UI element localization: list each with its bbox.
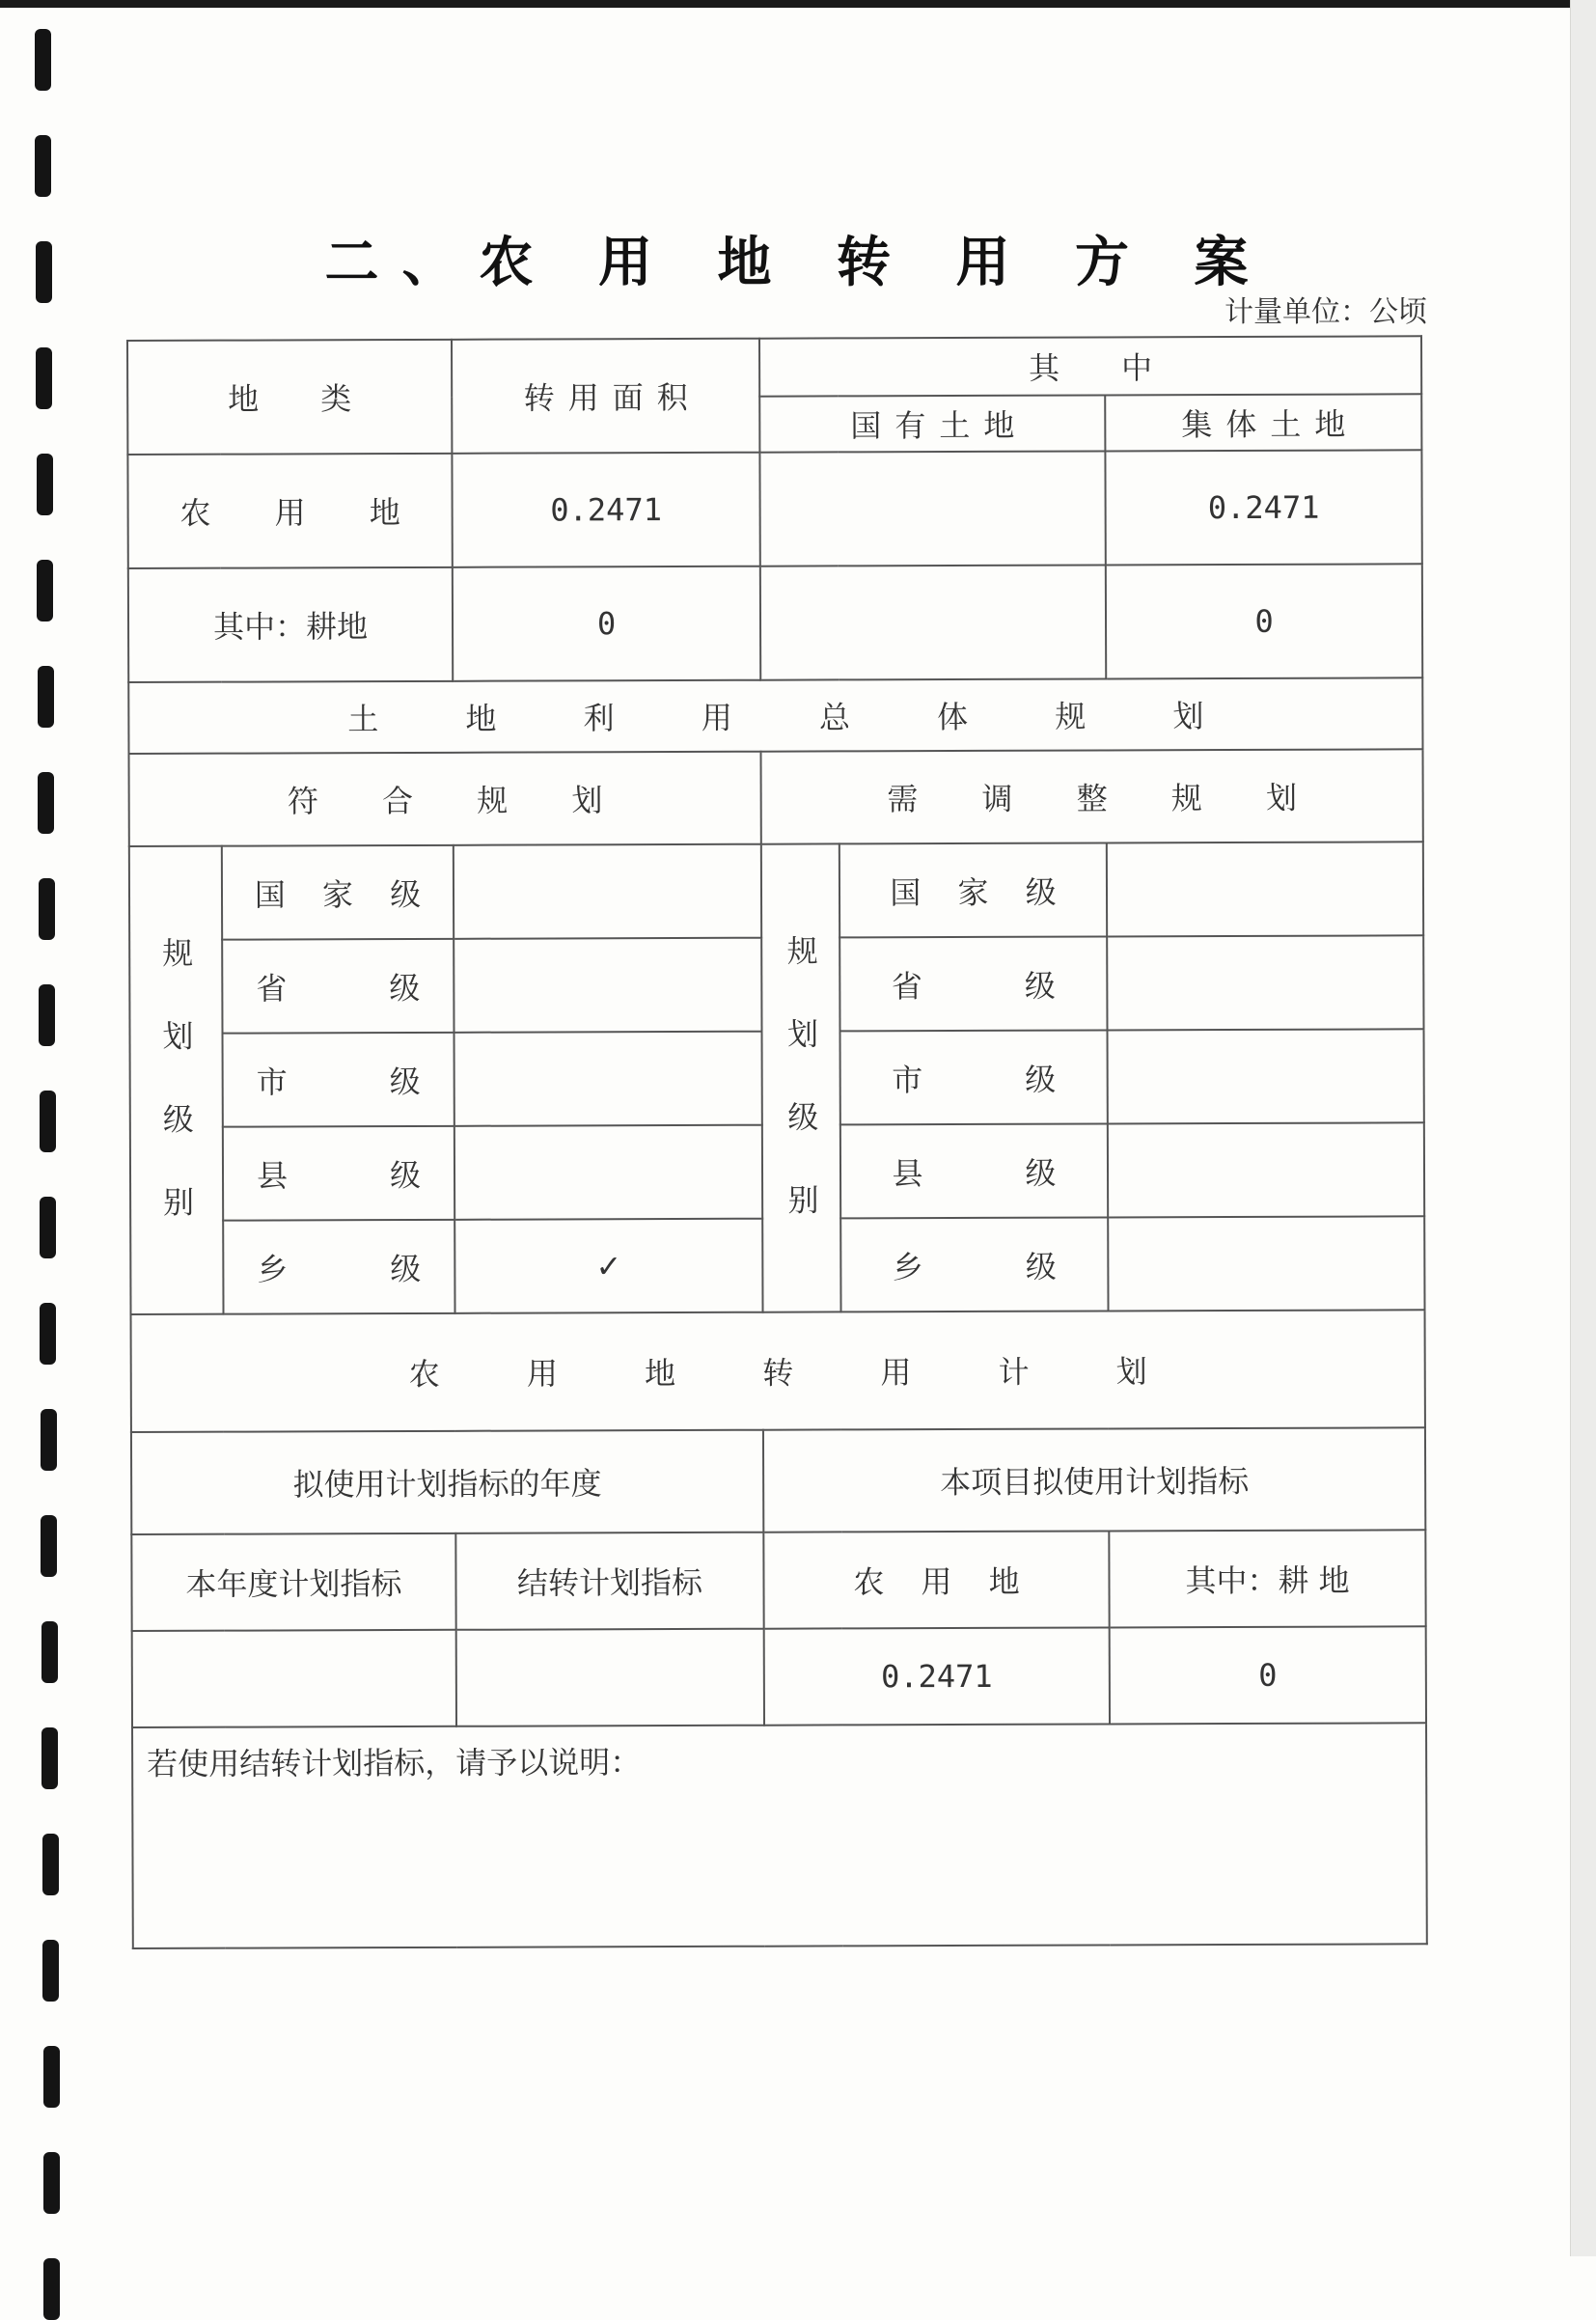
adjust-level-label: 市 级 xyxy=(840,1030,1108,1124)
conversion-form-table xyxy=(126,335,1428,1949)
scan-top-edge xyxy=(0,0,1596,8)
binding-hole xyxy=(41,1515,57,1577)
binding-hole xyxy=(43,2258,60,2320)
adjust-level-category-text: 规划级别 xyxy=(782,933,820,1267)
adjust-level-label: 国 家 级 xyxy=(839,842,1107,937)
binding-hole xyxy=(38,666,54,728)
scan-right-edge xyxy=(1570,0,1596,2256)
binding-hole xyxy=(35,135,51,197)
binding-hole xyxy=(38,772,54,834)
binding-hole xyxy=(39,878,55,940)
header-collective-land: 集体土地 xyxy=(1105,394,1421,451)
conform-level-value xyxy=(454,938,761,1033)
row-agri-state xyxy=(759,451,1105,566)
row-agri-label: 农 用 地 xyxy=(127,454,452,568)
conform-level-label: 县 级 xyxy=(223,1126,454,1221)
planning-header: 土 地 利 用 总 体 规 划 xyxy=(128,677,1422,754)
row-arable-area: 0 xyxy=(453,566,760,681)
agri-land-quota-value: 0.2471 xyxy=(764,1627,1110,1725)
carry-over-quota-value xyxy=(456,1629,764,1726)
row-arable-label: 其中：耕地 xyxy=(128,567,453,682)
binding-hole xyxy=(40,1091,56,1152)
binding-hole xyxy=(41,1409,57,1471)
binding-hole xyxy=(40,1303,56,1365)
conform-level-category-text: 规划级别 xyxy=(157,936,196,1269)
conform-level-label: 国 家 级 xyxy=(222,845,454,940)
binding-hole xyxy=(35,29,51,91)
adjust-level-label: 县 级 xyxy=(840,1123,1108,1218)
quota-year-header: 拟使用计划指标的年度 xyxy=(131,1430,763,1534)
adjust-level-value xyxy=(1107,935,1423,1030)
header-state-land: 国有土地 xyxy=(759,395,1105,452)
header-of-which: 其 中 xyxy=(759,336,1421,396)
conform-check-mark: ✓ xyxy=(454,1219,762,1313)
carry-over-note: 若使用结转计划指标，请予以说明： xyxy=(132,1723,1427,1948)
conform-level-label: 市 级 xyxy=(223,1033,454,1127)
arable-quota-header: 其中：耕 地 xyxy=(1109,1530,1425,1627)
conform-level-label: 省 级 xyxy=(222,939,454,1034)
binding-holes xyxy=(35,0,73,2256)
adjust-level-value xyxy=(1108,1122,1424,1217)
page-title: 二、农 用 地 转 用 方 案 xyxy=(324,232,1272,294)
adjust-level-value xyxy=(1108,1216,1424,1311)
conform-level-value xyxy=(454,844,761,939)
binding-hole xyxy=(37,454,53,515)
adjust-level-value xyxy=(1107,842,1423,936)
binding-hole xyxy=(42,1940,59,2002)
current-year-quota-value xyxy=(132,1630,456,1727)
arable-quota-value: 0 xyxy=(1110,1626,1426,1724)
binding-hole xyxy=(43,2046,60,2108)
adjust-level-value xyxy=(1108,1029,1424,1123)
conform-level-label: 乡 级 xyxy=(223,1220,454,1314)
binding-hole xyxy=(36,347,52,409)
agri-land-quota-header: 农 用 地 xyxy=(763,1531,1109,1628)
header-area: 转用面积 xyxy=(452,339,759,454)
header-land-type: 地 类 xyxy=(127,340,452,455)
row-arable-state xyxy=(760,565,1106,679)
planning-conform-header: 符 合 规 划 xyxy=(128,752,760,846)
binding-hole xyxy=(43,2152,60,2214)
conform-level-category xyxy=(129,846,224,1314)
binding-hole xyxy=(41,1727,58,1789)
binding-hole xyxy=(39,984,55,1046)
row-agri-area: 0.2471 xyxy=(452,453,759,567)
binding-hole xyxy=(41,1621,58,1683)
current-year-quota-header: 本年度计划指标 xyxy=(131,1533,455,1631)
conform-level-value xyxy=(454,1032,762,1126)
binding-hole xyxy=(40,1197,56,1258)
conversion-plan-header: 农 用 地 转 用 计 划 xyxy=(131,1310,1425,1432)
adjust-level-label: 乡 级 xyxy=(840,1217,1108,1312)
binding-hole xyxy=(37,560,53,621)
conform-level-value xyxy=(454,1125,762,1220)
unit-label: 计量单位：公顷 xyxy=(1225,295,1427,329)
project-quota-header: 本项目拟使用计划指标 xyxy=(763,1427,1425,1532)
row-agri-collective: 0.2471 xyxy=(1105,450,1421,565)
binding-hole xyxy=(42,1834,59,1895)
row-arable-collective: 0 xyxy=(1106,564,1422,678)
adjust-level-category xyxy=(761,843,841,1312)
adjust-level-label: 省 级 xyxy=(839,936,1107,1031)
carry-over-quota-header: 结转计划指标 xyxy=(455,1533,763,1630)
planning-adjust-header: 需 调 整 规 划 xyxy=(761,749,1423,843)
